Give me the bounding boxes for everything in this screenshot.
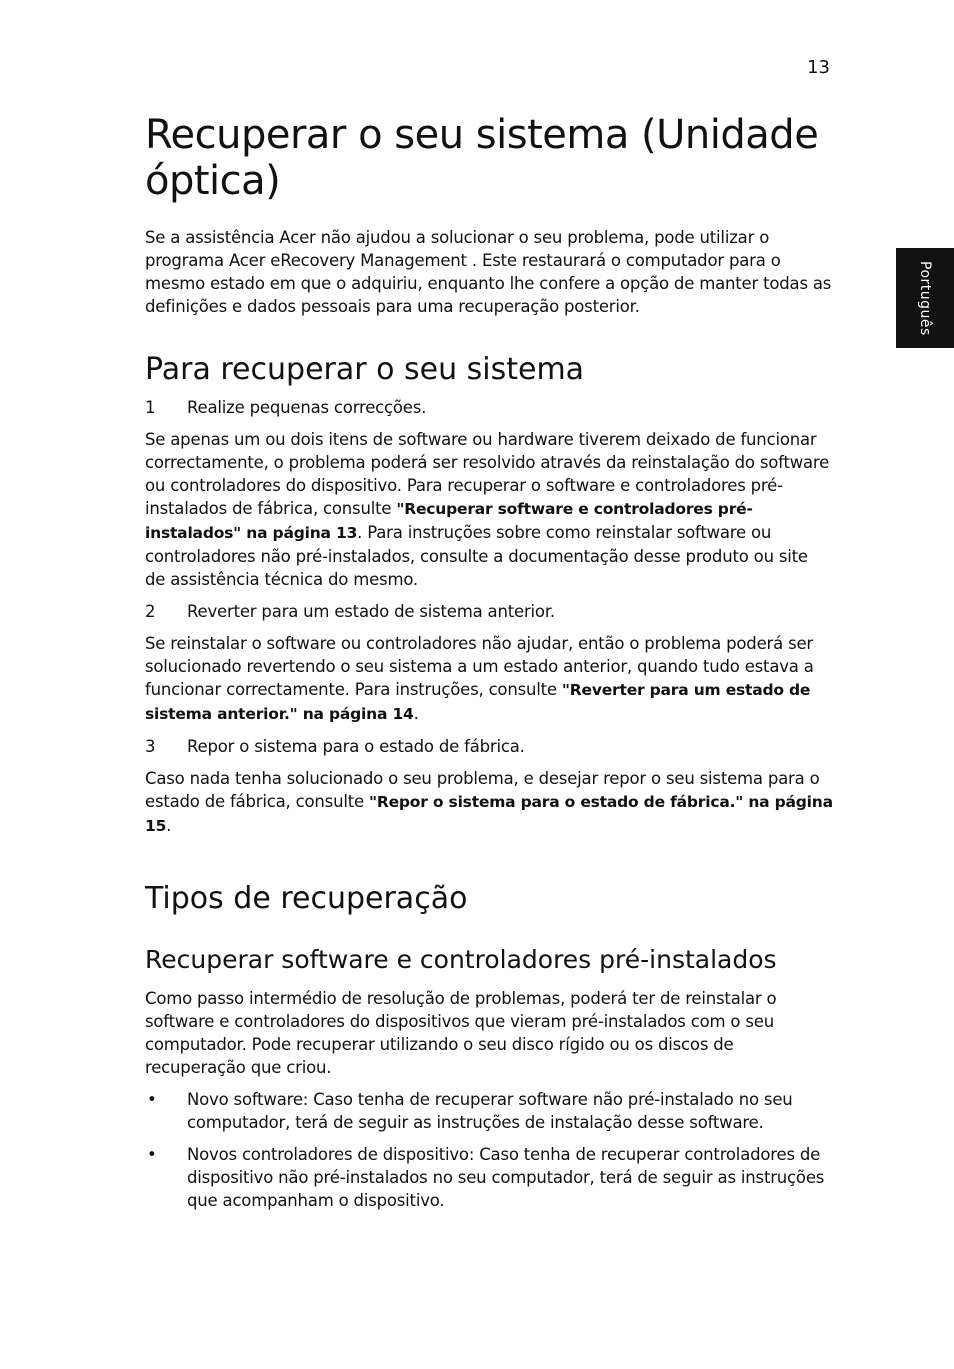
language-tab-label: Português <box>917 260 933 336</box>
step-1 <box>145 396 833 419</box>
step-2 <box>145 600 833 623</box>
recover-software-paragraph: Como passo intermédio de resolução de problemas, poderá ter de reinstalar o software e controladores do dispositivos que vieram pré-instalados com o seu computador. Pode recuperar utilizando o seu disco rígido ou os discos de recuperação que criou. <box>145 989 777 1077</box>
step-1-paragraph <box>145 428 833 591</box>
step-2-paragraph <box>145 632 833 726</box>
paragraph-text: . <box>413 704 419 723</box>
cross-reference-link[interactable]: "Repor o sistema para o estado de fábrica." na página 15 <box>145 793 833 835</box>
paragraph-text: Se apenas um ou dois itens de software ou hardware tiverem deixado de funcionar correctamente, o problema poderá ser resolvido através da reinstalação do software ou controladores do dispositivo. Para recuperar o software e controladores pré-instalados de fábrica, consulte <box>145 430 830 518</box>
step-number: 2 <box>145 602 156 621</box>
step-number: 3 <box>145 737 156 756</box>
paragraph-text: . <box>166 816 172 835</box>
language-tab <box>896 248 954 348</box>
paragraph-text: Caso nada tenha solucionado o seu problema, e desejar repor o seu sistema para o estado de fábrica, consulte <box>145 769 820 811</box>
step-text: Repor o sistema para o estado de fábrica. <box>187 737 525 756</box>
page-number: 13 <box>807 57 830 78</box>
subsection-heading-recover-software: Recuperar software e controladores pré-instalados <box>145 945 777 974</box>
bullet-mark: • <box>147 1145 157 1164</box>
section-heading-recover-system: Para recuperar o seu sistema <box>145 352 585 387</box>
cross-reference-link[interactable]: "Recuperar software e controladores pré-instalados" na página 13 <box>145 500 753 542</box>
bullet-item <box>145 1143 833 1212</box>
step-number: 1 <box>145 398 156 417</box>
bullet-text: Novo software: Caso tenha de recuperar software não pré-instalado no seu computador, terá de seguir as instruções de instalação desse software. <box>187 1090 793 1132</box>
step-text: Realize pequenas correcções. <box>187 398 427 417</box>
cross-reference-link[interactable]: "Reverter para um estado de sistema anterior." na página 14 <box>145 681 811 723</box>
page-title: Recuperar o seu sistema (Unidade óptica) <box>145 112 819 204</box>
step-text: Reverter para um estado de sistema anterior. <box>187 602 555 621</box>
bullet-text: Novos controladores de dispositivo: Caso tenha de recuperar controladores de dispositivo não pré-instalados no seu computador, terá de seguir as instruções que acompanham o dispositivo. <box>187 1145 825 1210</box>
section-heading-recovery-types: Tipos de recuperação <box>145 881 468 916</box>
step-3-paragraph <box>145 767 833 838</box>
paragraph-text: . Para instruções sobre como reinstalar software ou controladores não pré-instalados, consulte a documentação desse produto ou site de assistência técnica do mesmo. <box>145 523 808 589</box>
step-3 <box>145 735 833 758</box>
bullet-item <box>145 1088 833 1134</box>
intro-paragraph: Se a assistência Acer não ajudou a solucionar o seu problema, pode utilizar o programa Acer eRecovery Management . Este restaurará o computador para o mesmo estado em que o adquiriu, enquanto lhe confere a opção de manter todas as definições e dados pessoais para uma recuperação posterior. <box>145 228 832 316</box>
bullet-mark: • <box>147 1090 157 1109</box>
page-content <box>145 112 833 1221</box>
paragraph-text: Se reinstalar o software ou controladores não ajudar, então o problema poderá ser solucionado revertendo o seu sistema a um estado anterior, quando tudo estava a funcionar correctamente. Para instruções, consulte <box>145 634 814 699</box>
